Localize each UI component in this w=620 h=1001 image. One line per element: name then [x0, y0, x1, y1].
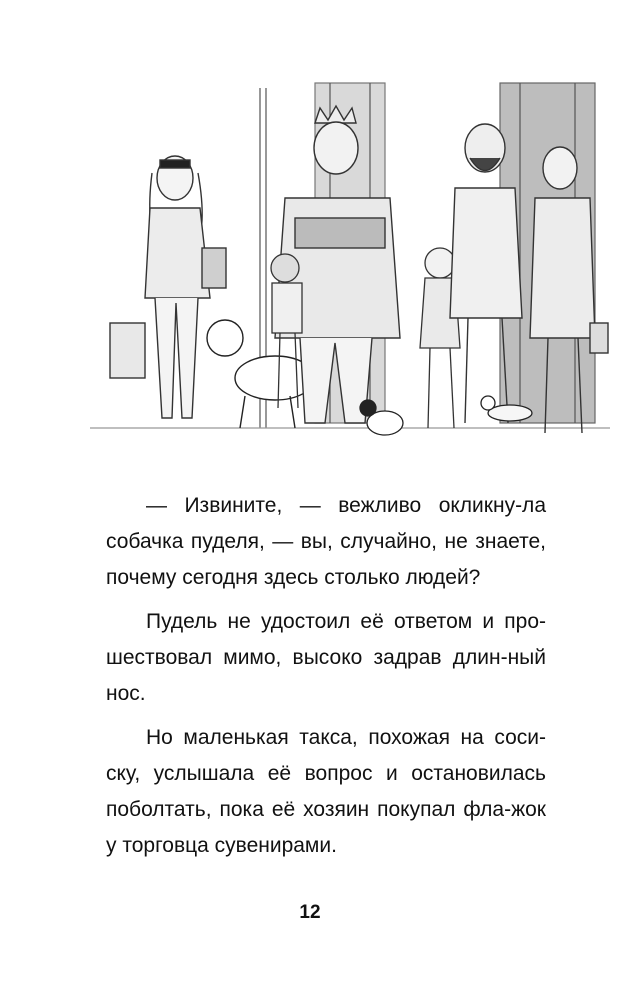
- book-illustration: [90, 78, 610, 458]
- paragraph: Но маленькая такса, похожая на соси-ску, услышала её вопрос и остановилась поболтать, пока её хозяин покупал фла-жок у торговца сувенирами.: [106, 726, 546, 857]
- paragraph: Пудель не удостоил её ответом и про-шествовал мимо, высоко задрав длин-ный нос.: [106, 610, 546, 705]
- body-text: [106, 488, 546, 872]
- page-number: 12: [299, 902, 321, 923]
- paragraph: — Извините, — вежливо окликну-ла собачка пуделя, — вы, случайно, не знаете, почему сегодня здесь столько людей?: [106, 494, 546, 589]
- illustration-sketch-icon: [90, 78, 610, 458]
